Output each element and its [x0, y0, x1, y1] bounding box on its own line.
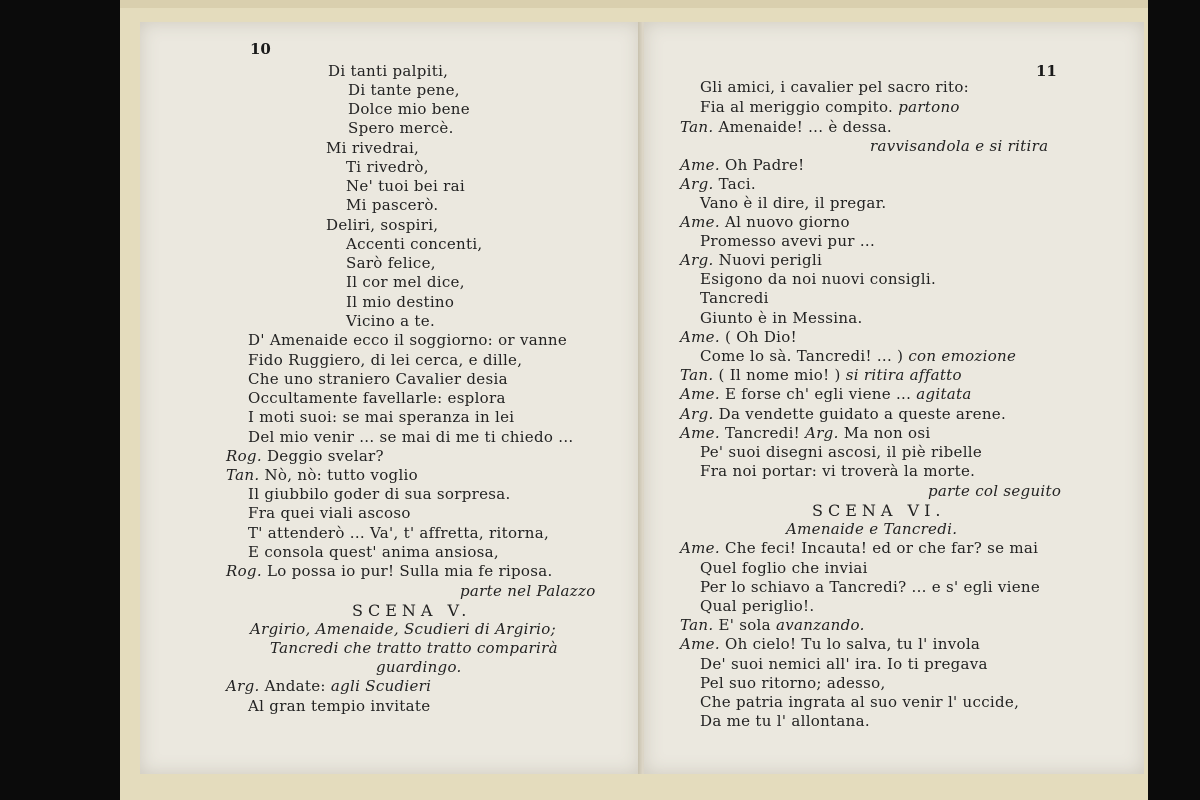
- verse-text: Da me tu l' allontana.: [700, 712, 870, 730]
- right-line: [680, 213, 850, 232]
- left-line: [376, 658, 462, 677]
- right-page: [644, 22, 1144, 774]
- verse-text: Oh cielo! Tu lo salva, tu l' invola: [724, 635, 981, 653]
- left-line: [248, 485, 511, 504]
- left-line: [346, 254, 436, 273]
- verse-text: Tancredi!: [724, 424, 801, 442]
- right-line: [680, 328, 797, 347]
- right-line: [700, 655, 988, 674]
- verse-text: Il mio destino: [346, 293, 455, 311]
- verse-text: Pel suo ritorno; adesso,: [700, 674, 886, 692]
- left-line: [248, 331, 567, 350]
- right-line: [700, 443, 982, 462]
- verse-text: Spero mercè.: [348, 119, 454, 137]
- speaker-name: Tan.: [226, 466, 265, 484]
- speaker-name: Ame.: [680, 328, 725, 346]
- verse-text: De' suoi nemici all' ira. Io ti pregava: [700, 655, 988, 673]
- left-line: [348, 100, 470, 119]
- left-line: [460, 582, 596, 601]
- verse-text: Ti rivedrò,: [346, 158, 429, 176]
- speaker-name: Ame.: [680, 385, 725, 403]
- left-line: [248, 504, 411, 523]
- right-line: [700, 693, 1019, 712]
- stage-direction: avanzando.: [770, 616, 865, 634]
- verse-text: Mi pascerò.: [346, 196, 439, 214]
- right-line: [700, 559, 868, 578]
- speaker-name: Arg.: [680, 251, 719, 269]
- left-line: [248, 370, 508, 389]
- left-line: [248, 543, 499, 562]
- left-line: [346, 196, 438, 215]
- page-number-right: 11: [1036, 62, 1057, 80]
- speaker-name: Ame.: [680, 156, 725, 174]
- verse-text: Fra quei viali ascoso: [248, 504, 411, 522]
- right-line: [680, 385, 972, 404]
- left-line: [226, 466, 418, 485]
- right-line: [700, 78, 969, 97]
- left-line: [346, 158, 429, 177]
- right-line: [680, 405, 1006, 424]
- speaker-name: Rog.: [226, 447, 267, 465]
- verse-text: Ne' tuoi bei rai: [346, 177, 465, 195]
- right-line: [928, 482, 1061, 501]
- verse-text: Quel foglio che inviai: [700, 559, 868, 577]
- speaker-name: Tan.: [680, 118, 719, 136]
- page-number-left: 10: [250, 40, 271, 58]
- stage-direction: si ritira affatto: [840, 366, 962, 384]
- right-line: [680, 635, 980, 654]
- verse-text: Di tanti palpiti,: [328, 62, 449, 80]
- right-line: [700, 309, 863, 328]
- scene-heading: SCENA VI.: [812, 501, 946, 520]
- verse-text: I moti suoi: se mai speranza in lei: [248, 408, 515, 426]
- left-line: [248, 389, 506, 408]
- verse-text: ( Il nome mio! ): [718, 366, 841, 384]
- speaker-name: Ame.: [680, 539, 725, 557]
- left-line: [348, 119, 454, 138]
- right-line: [700, 194, 887, 213]
- speaker-name: Tan.: [680, 616, 719, 634]
- stage-direction: con emozione: [903, 347, 1017, 365]
- right-line: [700, 98, 960, 117]
- verse-text: Dolce mio bene: [348, 100, 470, 118]
- left-line: [328, 62, 448, 81]
- left-line: [352, 601, 471, 621]
- verse-text: Andate:: [264, 677, 326, 695]
- left-line: [326, 216, 438, 235]
- verse-text: Al gran tempio invitate: [248, 697, 431, 715]
- left-line: [250, 620, 556, 639]
- left-line: [348, 81, 460, 100]
- right-line: [700, 674, 886, 693]
- right-line: [700, 270, 936, 289]
- right-line: [680, 175, 756, 194]
- verse-text: E consola quest' anima ansiosa,: [248, 543, 499, 561]
- left-line: [226, 562, 553, 581]
- left-line: [270, 639, 558, 658]
- left-line: [346, 312, 435, 331]
- verse-text: Che uno straniero Cavalier desia: [248, 370, 508, 388]
- right-line: [870, 137, 1048, 156]
- verse-text: Di tante pene,: [348, 81, 460, 99]
- speaker-name: Arg.: [800, 424, 844, 442]
- left-line: [248, 697, 430, 716]
- left-line: [248, 351, 522, 370]
- verse-text: E forse ch' egli viene ...: [724, 385, 912, 403]
- verse-text: Da vendette guidato a queste arene.: [718, 405, 1007, 423]
- verse-text: Fra noi portar: vi troverà la morte.: [700, 462, 976, 480]
- right-line: [700, 712, 870, 731]
- speaker-name: Arg.: [680, 405, 719, 423]
- stage-direction: partono: [893, 98, 960, 116]
- speaker-name: Tan.: [680, 366, 719, 384]
- verse-text: Nò, nò: tutto voglio: [264, 466, 418, 484]
- verse-text: Promesso avevi pur ...: [700, 232, 876, 250]
- speaker-name: Ame.: [680, 635, 725, 653]
- stage-direction: Amenaide e Tancredi.: [786, 520, 958, 538]
- verse-text: Mi rivedrai,: [326, 139, 420, 157]
- speaker-name: Arg.: [680, 175, 719, 193]
- verse-text: Il giubbilo goder di sua sorpresa.: [248, 485, 511, 503]
- verse-text: D' Amenaide ecco il soggiorno: or vanne: [248, 331, 568, 349]
- verse-text: Sarò felice,: [346, 254, 436, 272]
- right-line: [680, 539, 1038, 558]
- stage-direction: parte col seguito: [928, 482, 1062, 500]
- verse-text: Giunto è in Messina.: [700, 309, 863, 327]
- verse-text: T' attenderò ... Va', t' affretta, ritorna,: [248, 524, 550, 542]
- verse-text: Esigono da noi nuovi consigli.: [700, 270, 937, 288]
- stage-direction: parte nel Palazzo: [460, 582, 596, 600]
- right-line: [700, 347, 1016, 366]
- verse-text: Oh Padre!: [724, 156, 805, 174]
- right-line: [700, 289, 769, 308]
- right-line: [700, 462, 975, 481]
- verse-text: Gli amici, i cavalier pel sacro rito:: [700, 78, 970, 96]
- verse-text: Taci.: [718, 175, 756, 193]
- verse-text: Per lo schiavo a Tancredi? ... e s' egli viene: [700, 578, 1041, 596]
- left-line: [346, 293, 454, 312]
- left-line: [248, 408, 514, 427]
- right-line: [700, 232, 875, 251]
- verse-text: ( Oh Dio!: [724, 328, 797, 346]
- left-line: [248, 428, 573, 447]
- left-line: [226, 447, 384, 466]
- verse-text: Deliri, sospiri,: [326, 216, 439, 234]
- right-line: [680, 424, 930, 443]
- left-line: [346, 235, 483, 254]
- verse-text: Tancredi: [700, 289, 769, 307]
- right-line: [812, 501, 945, 521]
- verse-text: Che patria ingrata al suo venir l' uccide,: [700, 693, 1020, 711]
- speaker-name: Ame.: [680, 213, 725, 231]
- verse-text: Amenaide! ... è dessa.: [718, 118, 892, 136]
- stage-direction: ravvisandola e si ritira: [870, 137, 1049, 155]
- verse-text: Fido Ruggiero, di lei cerca, e dille,: [248, 351, 523, 369]
- verse-text: Accenti concenti,: [346, 235, 483, 253]
- right-line: [680, 156, 804, 175]
- verse-text: Vano è il dire, il pregar.: [700, 194, 887, 212]
- speaker-name: Arg.: [226, 677, 265, 695]
- verse-text: Il cor mel dice,: [346, 273, 465, 291]
- verse-text: Nuovi perigli: [718, 251, 823, 269]
- stage-direction: agli Scudieri: [325, 677, 432, 695]
- verse-text: Ma non osi: [843, 424, 931, 442]
- left-line: [346, 177, 465, 196]
- speaker-name: Ame.: [680, 424, 725, 442]
- verse-text: Che feci! Incauta! ed or che far? se mai: [724, 539, 1039, 557]
- left-line: [248, 524, 549, 543]
- right-line: [680, 251, 822, 270]
- verse-text: Qual periglio!.: [700, 597, 815, 615]
- left-line: [346, 273, 465, 292]
- right-line: [680, 118, 892, 137]
- verse-text: Vicino a te.: [346, 312, 436, 330]
- speaker-name: Rog.: [226, 562, 267, 580]
- verse-text: E' sola: [718, 616, 771, 634]
- left-page: [140, 22, 641, 774]
- verse-text: Al nuovo giorno: [724, 213, 850, 231]
- verse-text: Lo possa io pur! Sulla mia fe riposa.: [266, 562, 553, 580]
- right-line: [786, 520, 957, 539]
- stage-direction: Argirio, Amenaide, Scudieri di Argirio;: [250, 620, 556, 638]
- right-line: [680, 366, 962, 385]
- verse-text: Come lo sà. Tancredi! ... ): [700, 347, 904, 365]
- left-line: [226, 677, 431, 696]
- right-line: [700, 597, 814, 616]
- scene-heading: SCENA V.: [352, 601, 472, 620]
- stage-direction: Tancredi che tratto tratto comparirà: [270, 639, 558, 657]
- stage-direction: agitata: [911, 385, 972, 403]
- right-line: [700, 578, 1040, 597]
- right-line: [680, 616, 865, 635]
- verse-text: Del mio venir ... se mai di me ti chiedo ...: [248, 428, 574, 446]
- stage-direction: guardingo.: [376, 658, 462, 676]
- verse-text: Deggio svelar?: [266, 447, 384, 465]
- verse-text: Occultamente favellarle: esplora: [248, 389, 506, 407]
- left-line: [326, 139, 419, 158]
- verse-text: Fia al meriggio compito.: [700, 98, 894, 116]
- verse-text: Pe' suoi disegni ascosi, il piè ribelle: [700, 443, 983, 461]
